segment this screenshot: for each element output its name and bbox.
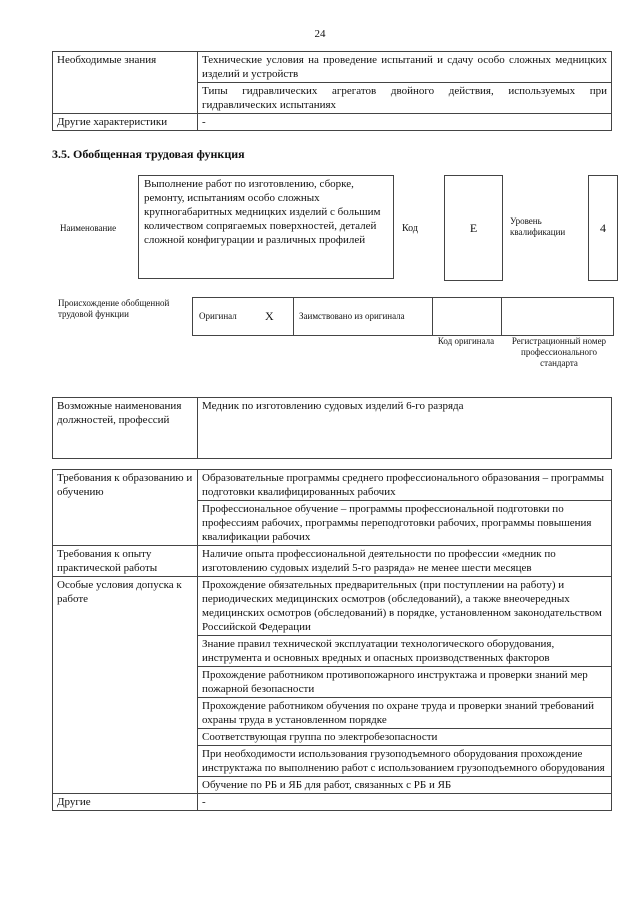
name-label: Наименование	[60, 223, 117, 233]
original-label: Оригинал	[199, 311, 237, 321]
original-code-caption: Код оригинала	[437, 336, 495, 346]
borrowed-label: Заимствовано из оригинала	[299, 311, 405, 321]
required-knowledge-label: Необходимые знания	[53, 52, 198, 114]
other-characteristics-label: Другие характеристики	[53, 114, 198, 131]
code-label: Код	[402, 223, 418, 234]
special-condition-item: Обучение по РБ и ЯБ для работ, связанных с РБ и ЯБ	[198, 777, 612, 794]
required-knowledge-item: Технические условия на проведение испытаний и сдачу особо сложных медницких изделий и устройств	[198, 52, 612, 83]
required-knowledge-item: Типы гидравлических агрегатов двойного действия, используемых при гидравлических испытаниях	[198, 83, 612, 114]
special-conditions-label: Особые условия допуска к работе	[53, 577, 198, 794]
registration-number-caption: Регистрационный номер профессионального стандарта	[511, 336, 607, 368]
special-condition-item: Прохождение обязательных предварительных (при поступлении на работу) и периодических медицинских осмотров (обследований), а также внеочередных медицинских осмотров (обследований) в порядке, установленном законодательством Российской Федерации	[198, 577, 612, 636]
origin-row	[192, 297, 614, 336]
positions-label: Возможные наименования должностей, профессий	[53, 398, 198, 459]
special-condition-item: Прохождение работником противопожарного инструктажа и проверки знаний мер пожарной безопасности	[198, 667, 612, 698]
other-value: -	[198, 794, 612, 811]
page-number: 24	[314, 28, 326, 40]
function-name-box: Выполнение работ по изготовлению, сборке, ремонту, испытаниям особо сложных крупногабаритных медницких изделий с большим количеством сопрягаемых поверхностей, деталей сложной конфигурации и различных профилей	[138, 175, 394, 279]
education-item: Образовательные программы среднего профессионального образования – программы подготовки квалифицированных рабочих	[198, 470, 612, 501]
origin-label: Происхождение обобщенной трудовой функции	[58, 298, 170, 319]
code-box: E	[444, 175, 503, 281]
qualification-level-box: 4	[588, 175, 618, 281]
knowledge-table	[52, 51, 612, 131]
experience-label: Требования к опыту практической работы	[53, 546, 198, 577]
experience-value: Наличие опыта профессиональной деятельности по профессии «медник по изготовлению судовых изделий 5-го разряда» не менее шести месяцев	[198, 546, 612, 577]
section-title: 3.5. Обобщенная трудовая функция	[52, 147, 245, 161]
special-condition-item: Соответствующая группа по электробезопасности	[198, 729, 612, 746]
education-item: Профессиональное обучение – программы профессиональной подготовки по профессиям рабочих, программы переподготовки рабочих, программы повышения квалификации рабочих	[198, 501, 612, 546]
education-label: Требования к образованию и обучению	[53, 470, 198, 546]
other-characteristics-value: -	[198, 114, 612, 131]
special-condition-item: Знание правил технической эксплуатации технологического оборудования, инструмента и основных вредных и опасных производственных факторов	[198, 636, 612, 667]
original-mark: X	[265, 309, 274, 323]
requirements-table	[52, 469, 612, 811]
special-condition-item: При необходимости использования грузоподъемного оборудования прохождение инструктажа по выполнению работ с использованием грузоподъемного оборудования	[198, 746, 612, 777]
qualification-level-label: Уровень квалификации	[510, 216, 566, 237]
other-label: Другие	[53, 794, 198, 811]
positions-value: Медник по изготовлению судовых изделий 6-го разряда	[198, 398, 612, 459]
positions-table	[52, 397, 612, 459]
special-condition-item: Прохождение работником обучения по охране труда и проверки знаний требований охраны труда в установленном порядке	[198, 698, 612, 729]
